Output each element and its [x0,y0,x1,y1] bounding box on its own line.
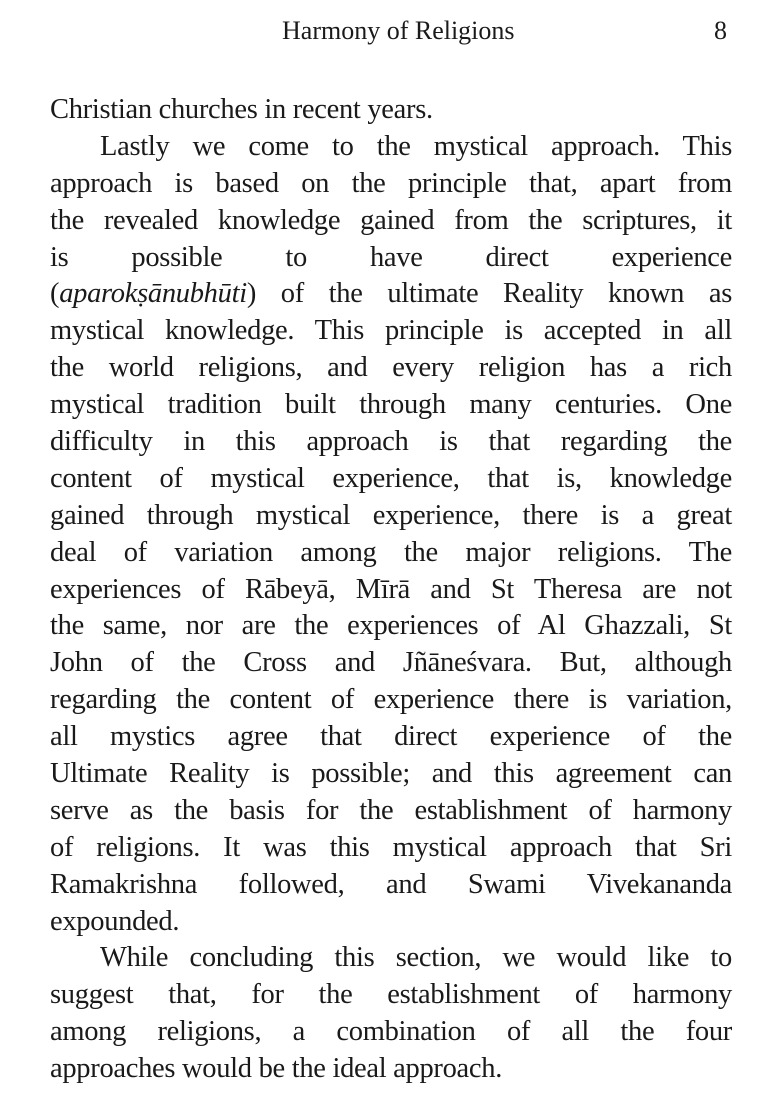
text-line: Lastly we come to the mystical approach. This [100,130,732,162]
text-line: of religions. It was this mystical approach that Sri [50,831,732,863]
text-line: the same, nor are the experiences of Al Ghazzali, St [50,610,732,642]
text-line: mystical tradition built through many centuries. One [50,389,732,421]
text-line: all mystics agree that direct experience of the [50,721,732,753]
text-line: While concluding this section, we would like to [100,942,732,974]
page-number: 8 [714,16,727,45]
text-line: Christian churches in recent years. [50,94,433,125]
text-line: is possible to have direct experience [50,241,732,273]
text-line: Ultimate Reality is possible; and this agreement can [50,758,732,790]
text-line: (aparokṣānubhūti) of the ultimate Reality known as [50,278,732,310]
text-line: approach is based on the principle that, apart from [50,167,732,199]
text-line: suggest that, for the establishment of harmony [50,979,732,1011]
text-line: the world religions, and every religion has a rich [50,352,732,384]
text-line: serve as the basis for the establishment of harmony [50,794,732,826]
text-line: expounded. [50,905,180,937]
text-line: regarding the content of experience there is variation, [50,684,732,716]
italic-term: aparokṣānubhūti [59,278,247,310]
text-line: gained through mystical experience, there is a great [50,499,732,531]
body-text [50,92,732,1088]
text-line: content of mystical experience, that is, knowledge [50,462,732,494]
text-line: experiences of Rābeyā, Mīrā and St Theresa are not [50,573,732,605]
text-line: Ramakrishna followed, and Swami Vivekananda [50,868,732,900]
running-title: Harmony of Religions [282,16,515,45]
text-line: deal of variation among the major religions. The [50,536,732,568]
text-line: among religions, a combination of all the four [50,1016,732,1048]
text-line: difficulty in this approach is that regarding the [50,426,732,458]
text-line: John of the Cross and Jñāneśvara. But, although [50,647,732,679]
text-line: mystical knowledge. This principle is accepted in all [50,315,732,347]
text-line: approaches would be the ideal approach. [50,1053,503,1085]
running-header [0,16,780,52]
text-line: the revealed knowledge gained from the scriptures, it [50,204,732,236]
